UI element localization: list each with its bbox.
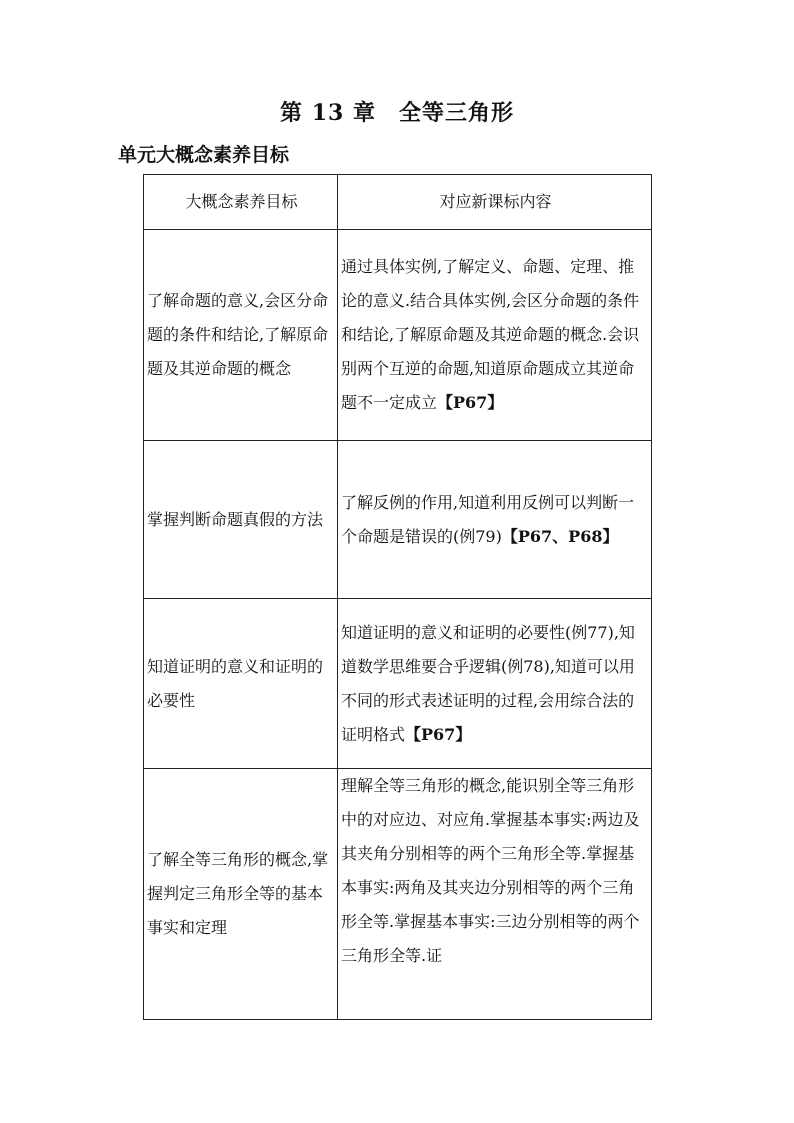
content-text: 理解全等三角形的概念,能识别全等三角形中的对应边、对应角.掌握基本事实:两边及其夹角分别相等的两个三角形全等.掌握基本事实:两角及其夹边分别相等的两个三角形全等.掌握基本事实:三边分别相等的两个三角形全等.证: [341, 776, 640, 965]
content-cell: [338, 769, 652, 1020]
content-cell: [338, 441, 652, 599]
table-row: [144, 230, 652, 441]
content-cell: [338, 230, 652, 441]
content-text: 通过具体实例,了解定义、命题、定理、推论的意义.结合具体实例,会区分命题的条件和结论,了解原命题及其逆命题的概念.会识别两个互逆的命题,知道原命题成立其逆命题不一定成立: [341, 257, 640, 412]
page-reference: 【P67】: [405, 724, 472, 744]
table-header-row: [144, 175, 652, 230]
goal-cell: 掌握判断命题真假的方法: [144, 441, 338, 599]
goal-cell: 知道证明的意义和证明的必要性: [144, 599, 338, 769]
goal-cell: 了解全等三角形的概念,掌握判定三角形全等的基本事实和定理: [144, 769, 338, 1020]
column-header-content: 对应新课标内容: [338, 175, 652, 230]
goals-table: [143, 174, 652, 1020]
page-reference: 【P67】: [437, 393, 504, 412]
table-row: [144, 769, 652, 1020]
content-text: 知道证明的意义和证明的必要性(例77),知道数学思维要合乎逻辑(例78),知道可以用不同的形式表述证明的过程,会用综合法的证明格式: [341, 622, 635, 744]
goal-cell: 了解命题的意义,会区分命题的条件和结论,了解原命题及其逆命题的概念: [144, 230, 338, 441]
table-row: [144, 441, 652, 599]
column-header-goal: 大概念素养目标: [144, 175, 338, 230]
section-title: 单元大概念素养目标: [118, 144, 290, 166]
table-row: [144, 599, 652, 769]
page-title: 第 13 章 全等三角形: [280, 100, 514, 126]
content-text: 了解反例的作用,知道利用反例可以判断一个命题是错误的(例79): [341, 492, 635, 546]
page-reference: 【P67、P68】: [501, 526, 619, 546]
content-cell: [338, 599, 652, 769]
